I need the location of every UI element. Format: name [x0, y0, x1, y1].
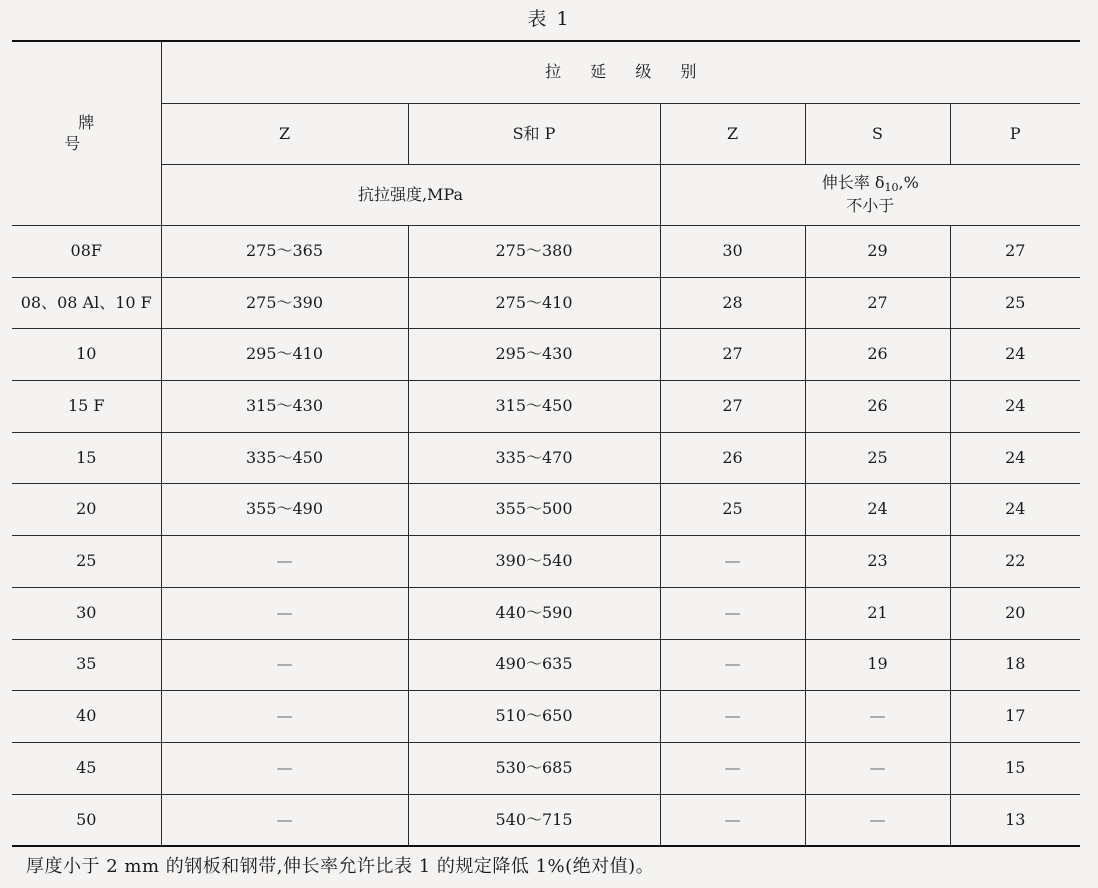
elongation-label: 伸长率 $\delta_{10},\%$ [821, 173, 919, 195]
elong-s-cell: — [805, 742, 950, 794]
grade-cell: 40 [12, 691, 161, 743]
tensile-z-cell: 275～390 [161, 277, 408, 329]
tensile-z-cell: 275～365 [161, 226, 408, 278]
elong-p-cell: 15 [950, 742, 1080, 794]
elong-z-cell: — [660, 691, 805, 743]
col-header-elong-z: Z [660, 104, 805, 165]
elong-p-cell: 24 [950, 329, 1080, 381]
properties-table [12, 40, 1080, 847]
header-row-1 [12, 41, 1080, 104]
table-row [12, 381, 1080, 433]
elong-z-cell: — [660, 794, 805, 846]
table-row [12, 794, 1080, 846]
tensile-sp-cell: 355～500 [408, 484, 660, 536]
table-row [12, 691, 1080, 743]
grade-cell: 08、08 Al、10 F [12, 277, 161, 329]
tensile-sp-cell: 540～715 [408, 794, 660, 846]
elong-s-cell: 19 [805, 639, 950, 691]
elong-z-cell: 25 [660, 484, 805, 536]
elong-p-cell: 24 [950, 484, 1080, 536]
elong-p-cell: 18 [950, 639, 1080, 691]
elong-s-cell: 27 [805, 277, 950, 329]
footnote: 厚度小于 2 mm 的钢板和钢带,伸长率允许比表 1 的规定降低 1%(绝对值)。 [26, 856, 655, 877]
grade-cell: 10 [12, 329, 161, 381]
elong-p-cell: 13 [950, 794, 1080, 846]
elong-s-cell: 21 [805, 587, 950, 639]
tensile-sp-cell: 275～410 [408, 277, 660, 329]
grade-cell: 25 [12, 536, 161, 588]
elong-p-cell: 24 [950, 432, 1080, 484]
elong-z-cell: 27 [660, 329, 805, 381]
tensile-z-cell: — [161, 794, 408, 846]
table-row [12, 587, 1080, 639]
elong-s-cell: — [805, 794, 950, 846]
table-row [12, 277, 1080, 329]
table-row [12, 536, 1080, 588]
col-header-elong-p: P [950, 104, 1080, 165]
grade-cell: 20 [12, 484, 161, 536]
table-row [12, 639, 1080, 691]
grade-cell: 30 [12, 587, 161, 639]
table-row [12, 329, 1080, 381]
grade-header: 牌 号 [12, 41, 161, 226]
tensile-z-cell: — [161, 536, 408, 588]
tensile-sp-cell: 440～590 [408, 587, 660, 639]
elong-p-cell: 27 [950, 226, 1080, 278]
tensile-sp-cell: 390～540 [408, 536, 660, 588]
header-row-2 [12, 104, 1080, 165]
elong-s-cell: 26 [805, 381, 950, 433]
elong-s-cell: 26 [805, 329, 950, 381]
tensile-sp-cell: 275～380 [408, 226, 660, 278]
table-title: 表 1 [527, 8, 571, 30]
elong-p-cell: 24 [950, 381, 1080, 433]
grade-cell: 15 [12, 432, 161, 484]
elong-s-cell: 29 [805, 226, 950, 278]
table-row [12, 432, 1080, 484]
tensile-z-cell: — [161, 742, 408, 794]
elong-z-cell: 30 [660, 226, 805, 278]
tensile-z-cell: — [161, 639, 408, 691]
elong-p-cell: 17 [950, 691, 1080, 743]
grade-cell: 35 [12, 639, 161, 691]
col-header-elong-s: S [805, 104, 950, 165]
elong-s-cell: 24 [805, 484, 950, 536]
tensile-z-cell: 295～410 [161, 329, 408, 381]
tensile-sp-cell: 510～650 [408, 691, 660, 743]
tensile-sp-cell: 315～450 [408, 381, 660, 433]
not-less-than-label: 不小于 [846, 195, 895, 215]
tensile-sp-cell: 335～470 [408, 432, 660, 484]
tensile-sp-cell: 490～635 [408, 639, 660, 691]
elongation-header [660, 165, 1080, 226]
col-header-tensile-z: Z [161, 104, 408, 165]
elong-z-cell: 27 [660, 381, 805, 433]
grade-cell: 15 F [12, 381, 161, 433]
tensile-z-cell: — [161, 691, 408, 743]
elong-s-cell: — [805, 691, 950, 743]
draw-level-header: 拉 延 级 别 [161, 41, 1080, 104]
elong-p-cell: 25 [950, 277, 1080, 329]
tensile-strength-header: 抗拉强度,MPa [161, 165, 660, 226]
elong-s-cell: 23 [805, 536, 950, 588]
elong-s-cell: 25 [805, 432, 950, 484]
table-row [12, 742, 1080, 794]
elong-z-cell: — [660, 587, 805, 639]
tensile-z-cell: 355～490 [161, 484, 408, 536]
tensile-z-cell: 335～450 [161, 432, 408, 484]
col-header-tensile-sp: S和 P [408, 104, 660, 165]
elong-p-cell: 22 [950, 536, 1080, 588]
elong-z-cell: 28 [660, 277, 805, 329]
elong-z-cell: 26 [660, 432, 805, 484]
grade-cell: 50 [12, 794, 161, 846]
elong-z-cell: — [660, 639, 805, 691]
tensile-z-cell: — [161, 587, 408, 639]
table-row [12, 484, 1080, 536]
elong-z-cell: — [660, 536, 805, 588]
elong-p-cell: 20 [950, 587, 1080, 639]
table-row [12, 226, 1080, 278]
grade-cell: 45 [12, 742, 161, 794]
tensile-sp-cell: 295～430 [408, 329, 660, 381]
header-row-3 [12, 165, 1080, 226]
tensile-sp-cell: 530～685 [408, 742, 660, 794]
tensile-z-cell: 315～430 [161, 381, 408, 433]
grade-cell: 08F [12, 226, 161, 278]
elong-z-cell: — [660, 742, 805, 794]
